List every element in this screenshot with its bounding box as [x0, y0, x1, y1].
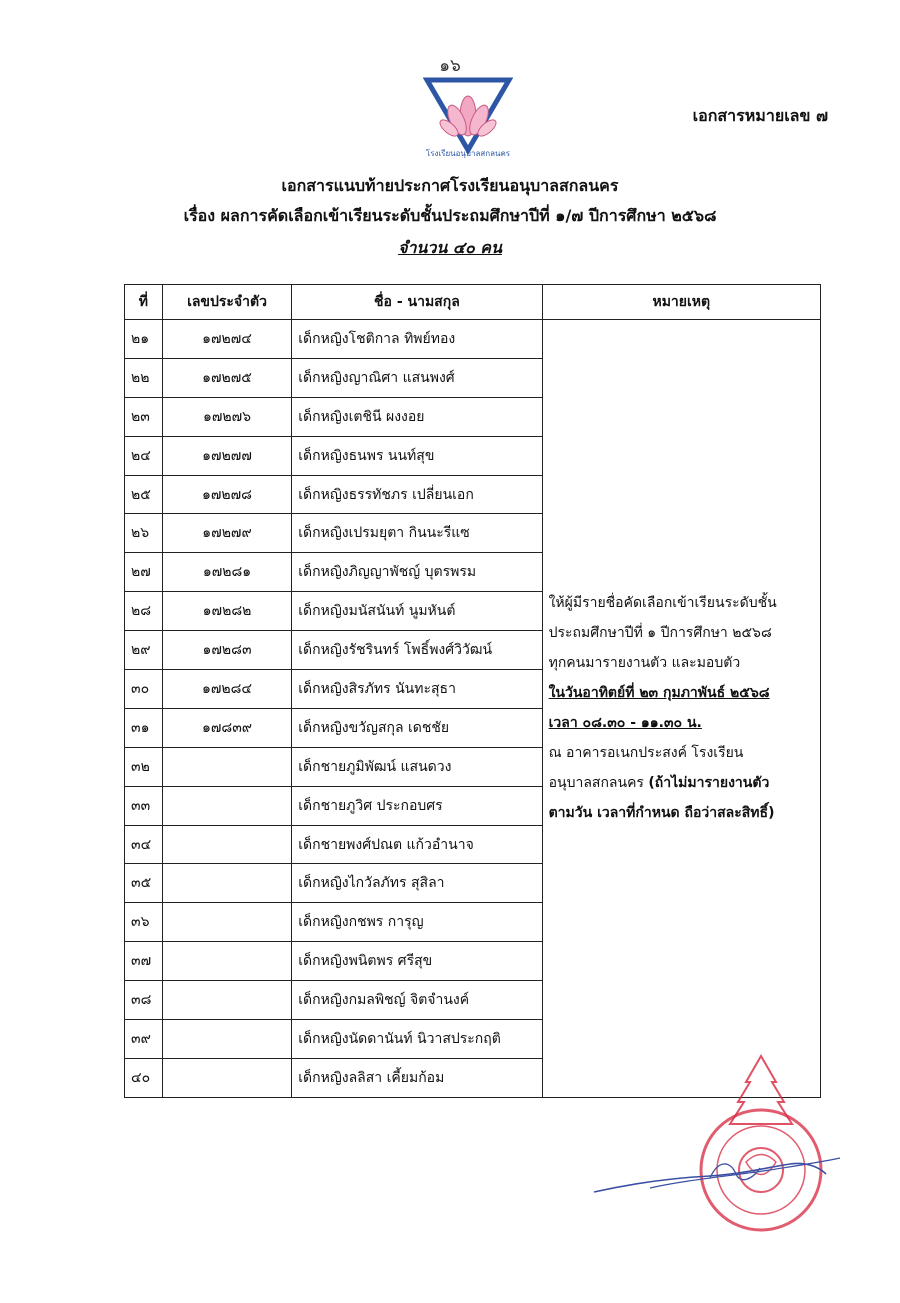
page-number: ๑๖	[439, 56, 461, 76]
row-name: เด็กหญิงพนิตพร ศรีสุข	[292, 942, 542, 981]
row-name: เด็กหญิงธรรทัชภร เปลี่ยนเอก	[292, 475, 542, 514]
row-id: ๑๗๒๗๗	[162, 436, 291, 475]
row-id: ๑๗๒๘๑	[162, 553, 291, 592]
row-id: ๑๗๒๘๔	[162, 670, 291, 709]
row-id	[162, 942, 291, 981]
remark-line: ให้ผู้มีรายชื่อคัดเลือกเข้าเรียนระดับชั้น	[548, 595, 777, 612]
row-name: เด็กหญิงขวัญสกุล เดชชัย	[292, 708, 542, 747]
row-name: เด็กหญิงภิญญาพัชญ์ บุตรพรม	[292, 553, 542, 592]
heading-count: จำนวน ๔๐ คน	[398, 238, 502, 257]
row-name: เด็กหญิงสิรภัทร นันทะสุธา	[292, 670, 542, 709]
table-row	[125, 320, 821, 359]
remark-date: ในวันอาทิตย์ที่ ๒๓ กุมภาพันธ์ ๒๕๖๘	[548, 685, 770, 702]
row-name: เด็กชายพงศ์ปณต แก้วอำนาจ	[292, 825, 542, 864]
heading-title: เอกสารแนบท้ายประกาศโรงเรียนอนุบาลสกลนคร	[281, 176, 619, 195]
row-id	[162, 1020, 291, 1059]
row-id	[162, 903, 291, 942]
row-id: ๑๗๒๗๙	[162, 514, 291, 553]
row-id: ๑๗๒๗๘	[162, 475, 291, 514]
header-no: ที่	[125, 285, 163, 320]
row-name: เด็กหญิงเปรมยุตา กินนะรีแซ	[292, 514, 542, 553]
row-no: ๒๘	[125, 592, 163, 631]
row-no: ๒๗	[125, 553, 163, 592]
row-name: เด็กชายภูมิพัฒน์ แสนดวง	[292, 747, 542, 786]
row-no: ๒๓	[125, 397, 163, 436]
row-name: เด็กหญิงนัดดานันท์ นิวาสประกฤติ	[292, 1020, 542, 1059]
row-id: ๑๗๒๗๕	[162, 358, 291, 397]
row-name: เด็กหญิงโชติกาล ทิพย์ทอง	[292, 320, 542, 359]
school-lotus-logo-icon	[423, 76, 513, 158]
row-no: ๓๔	[125, 825, 163, 864]
heading-subject: เรื่อง ผลการคัดเลือกเข้าเรียนระดับชั้นประถมศึกษาปีที่ ๑/๗ ปีการศึกษา ๒๕๖๘	[183, 206, 717, 225]
table-header-row	[125, 285, 821, 320]
row-name: เด็กหญิงกชพร การุญ	[292, 903, 542, 942]
header-name: ชื่อ - นามสกุล	[292, 285, 542, 320]
remark-cell	[542, 320, 820, 1098]
row-no: ๓๐	[125, 670, 163, 709]
row-id	[162, 786, 291, 825]
row-name: เด็กหญิงไกวัลภัทร สุสิลา	[292, 864, 542, 903]
row-no: ๒๔	[125, 436, 163, 475]
row-id	[162, 747, 291, 786]
document-number: เอกสารหมายเลข ๗	[692, 106, 828, 125]
row-name: เด็กหญิงลลิสา เคี้ยมก้อม	[292, 1058, 542, 1097]
header-remark: หมายเหตุ	[542, 285, 820, 320]
row-name: เด็กหญิงธนพร นนท์สุข	[292, 436, 542, 475]
row-no: ๓๕	[125, 864, 163, 903]
remark-line: ณ อาคารอเนกประสงค์ โรงเรียน	[548, 745, 744, 762]
remark-line: ประถมศึกษาปีที่ ๑ ปีการศึกษา ๒๕๖๘	[548, 625, 772, 642]
row-id: ๑๗๒๗๔	[162, 320, 291, 359]
row-id	[162, 1058, 291, 1097]
row-id: ๑๗๒๗๖	[162, 397, 291, 436]
row-name: เด็กหญิงเตชินี ผงงอย	[292, 397, 542, 436]
row-no: ๓๖	[125, 903, 163, 942]
student-list-table	[124, 284, 821, 1098]
header-id: เลขประจำตัว	[162, 285, 291, 320]
row-no: ๒๒	[125, 358, 163, 397]
row-name: เด็กหญิงญาณิศา แสนพงศ์	[292, 358, 542, 397]
remark-line: ทุกคนมารายงานตัว และมอบตัว	[548, 655, 741, 672]
row-no: ๓๘	[125, 981, 163, 1020]
row-no: ๓๒	[125, 747, 163, 786]
logo-text: โรงเรียนอนุบาลสกลนคร	[425, 149, 511, 158]
row-id: ๑๗๒๘๒	[162, 592, 291, 631]
row-no: ๒๖	[125, 514, 163, 553]
row-name: เด็กหญิงรัชรินทร์ โพธิ์พงศ์วิวัฒน์	[292, 631, 542, 670]
row-no: ๒๕	[125, 475, 163, 514]
row-id	[162, 981, 291, 1020]
row-no: ๒๑	[125, 320, 163, 359]
row-no: ๓๙	[125, 1020, 163, 1059]
handwritten-signature-icon	[590, 1140, 850, 1210]
remark-line	[549, 768, 814, 798]
row-no: ๔๐	[125, 1058, 163, 1097]
row-no: ๒๙	[125, 631, 163, 670]
row-id: ๑๗๒๘๓	[162, 631, 291, 670]
row-name: เด็กหญิงมนัสนันท์ นูมหันต์	[292, 592, 542, 631]
row-no: ๓๗	[125, 942, 163, 981]
row-id: ๑๗๘๓๙	[162, 708, 291, 747]
row-no: ๓๑	[125, 708, 163, 747]
remark-time: เวลา ๐๘.๓๐ - ๑๑.๓๐ น.	[548, 715, 702, 732]
row-id	[162, 864, 291, 903]
row-no: ๓๓	[125, 786, 163, 825]
remark-warning: ตามวัน เวลาที่กำหนด ถือว่าสละสิทธิ์)	[548, 805, 775, 822]
row-id	[162, 825, 291, 864]
row-name: เด็กหญิงกมลพิชญ์ จิตจำนงค์	[292, 981, 542, 1020]
remark-warning: (ถ้าไม่มารายงานตัว	[648, 775, 770, 792]
remark-school: อนุบาลสกลนคร	[548, 775, 649, 792]
row-name: เด็กชายภูวิศ ประกอบศร	[292, 786, 542, 825]
